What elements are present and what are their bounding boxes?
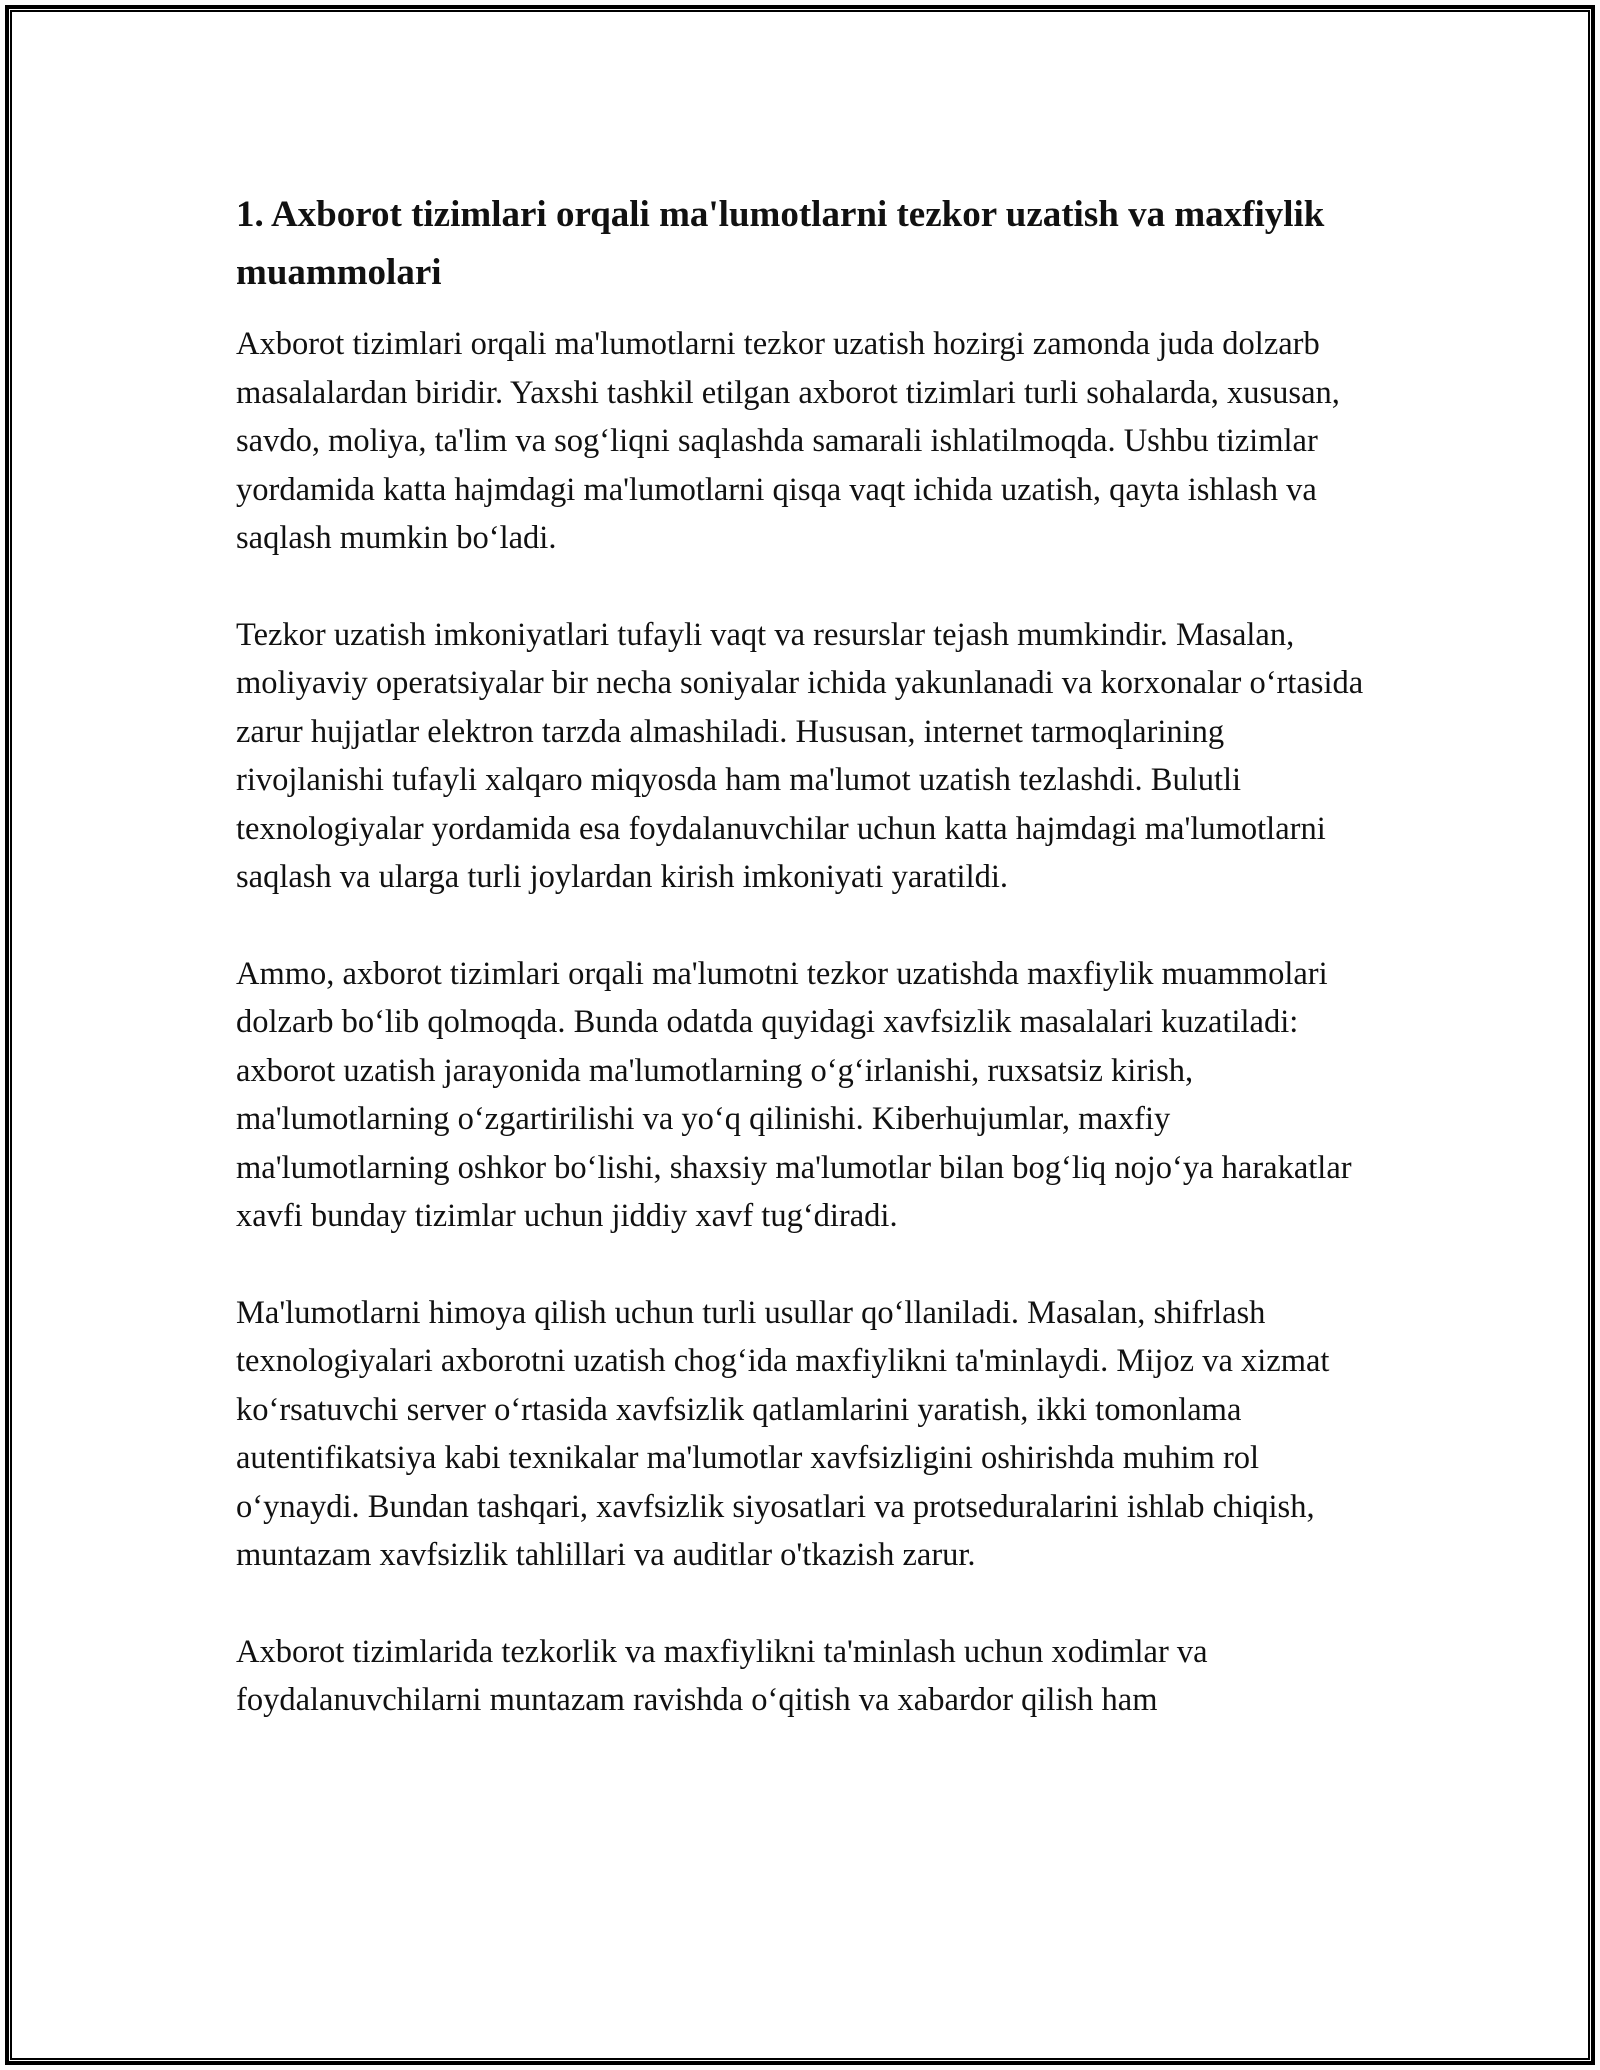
paragraph-4: Ma'lumotlarni himoya qilish uchun turli usullar qo‘llaniladi. Masalan, shifrlash texnologiyalari axborotni uzatish chog‘ida maxfiylikni ta'minlaydi. Mijoz va xizmat ko‘rsatuvchi server o‘rtasida xavfsizlik qatlamlarini yaratish, ikki tomonlama autentifikatsiya kabi texnikalar ma'lumotlar xavfsizligini oshirishda muhim rol o‘ynaydi. Bundan tashqari, xavfsizlik siyosatlari va protseduralarini ishlab chiqish, muntazam xavfsizlik tahlillari va auditlar o'tkazish zarur.: [236, 1294, 1330, 1573]
paragraph-1: Axborot tizimlari orqali ma'lumotlarni tezkor uzatish hozirgi zamonda juda dolzarb masalalardan biridir. Yaxshi tashkil etilgan axborot tizimlari turli sohalarda, xususan, savdo, moliya, ta'lim va sog‘liqni saqlashda samarali ishlatilmoqda. Ushbu tizimlar yordamida katta hajmdagi ma'lumotlarni qisqa vaqt ichida uzatish, qayta ishlash va saqlash mumkin bo‘ladi.: [236, 326, 1340, 556]
document-body: [236, 186, 1366, 1773]
section-heading: 1. Axborot tizimlari orqali ma'lumotlarni tezkor uzatish va maxfiylik muammolari: [236, 194, 1325, 293]
paragraph-5: Axborot tizimlarida tezkorlik va maxfiylikni ta'minlash uchun xodimlar va foydalanuvchilarni muntazam ravishda o‘qitish va xabardor qilish ham: [236, 1633, 1208, 1718]
paragraph-3: Ammo, axborot tizimlari orqali ma'lumotni tezkor uzatishda maxfiylik muammolari dolzarb bo‘lib qolmoqda. Bunda odatda quyidagi xavfsizlik masalalari kuzatiladi: axborot uzatish jarayonida ma'lumotlarning o‘g‘irlanishi, ruxsatsiz kirish, ma'lumotlarning o‘zgartirilishi va yo‘q qilinishi. Kiberhujumlar, maxfiy ma'lumotlarning oshkor bo‘lishi, shaxsiy ma'lumotlar bilan bog‘liq nojo‘ya harakatlar xavfi bunday tizimlar uchun jiddiy xavf tug‘diradi.: [236, 955, 1352, 1234]
paragraph-2: Tezkor uzatish imkoniyatlari tufayli vaqt va resurslar tejash mumkindir. Masalan, moliyaviy operatsiyalar bir necha soniyalar ichida yakunlanadi va korxonalar o‘rtasida zarur hujjatlar elektron tarzda almashiladi. Hususan, internet tarmoqlarining rivojlanishi tufayli xalqaro miqyosda ham ma'lumot uzatish tezlashdi. Bulutli texnologiyalar yordamida esa foydalanuvchilar uchun katta hajmdagi ma'lumotlarni saqlash va ularga turli joylardan kirish imkoniyati yaratildi.: [236, 616, 1364, 895]
